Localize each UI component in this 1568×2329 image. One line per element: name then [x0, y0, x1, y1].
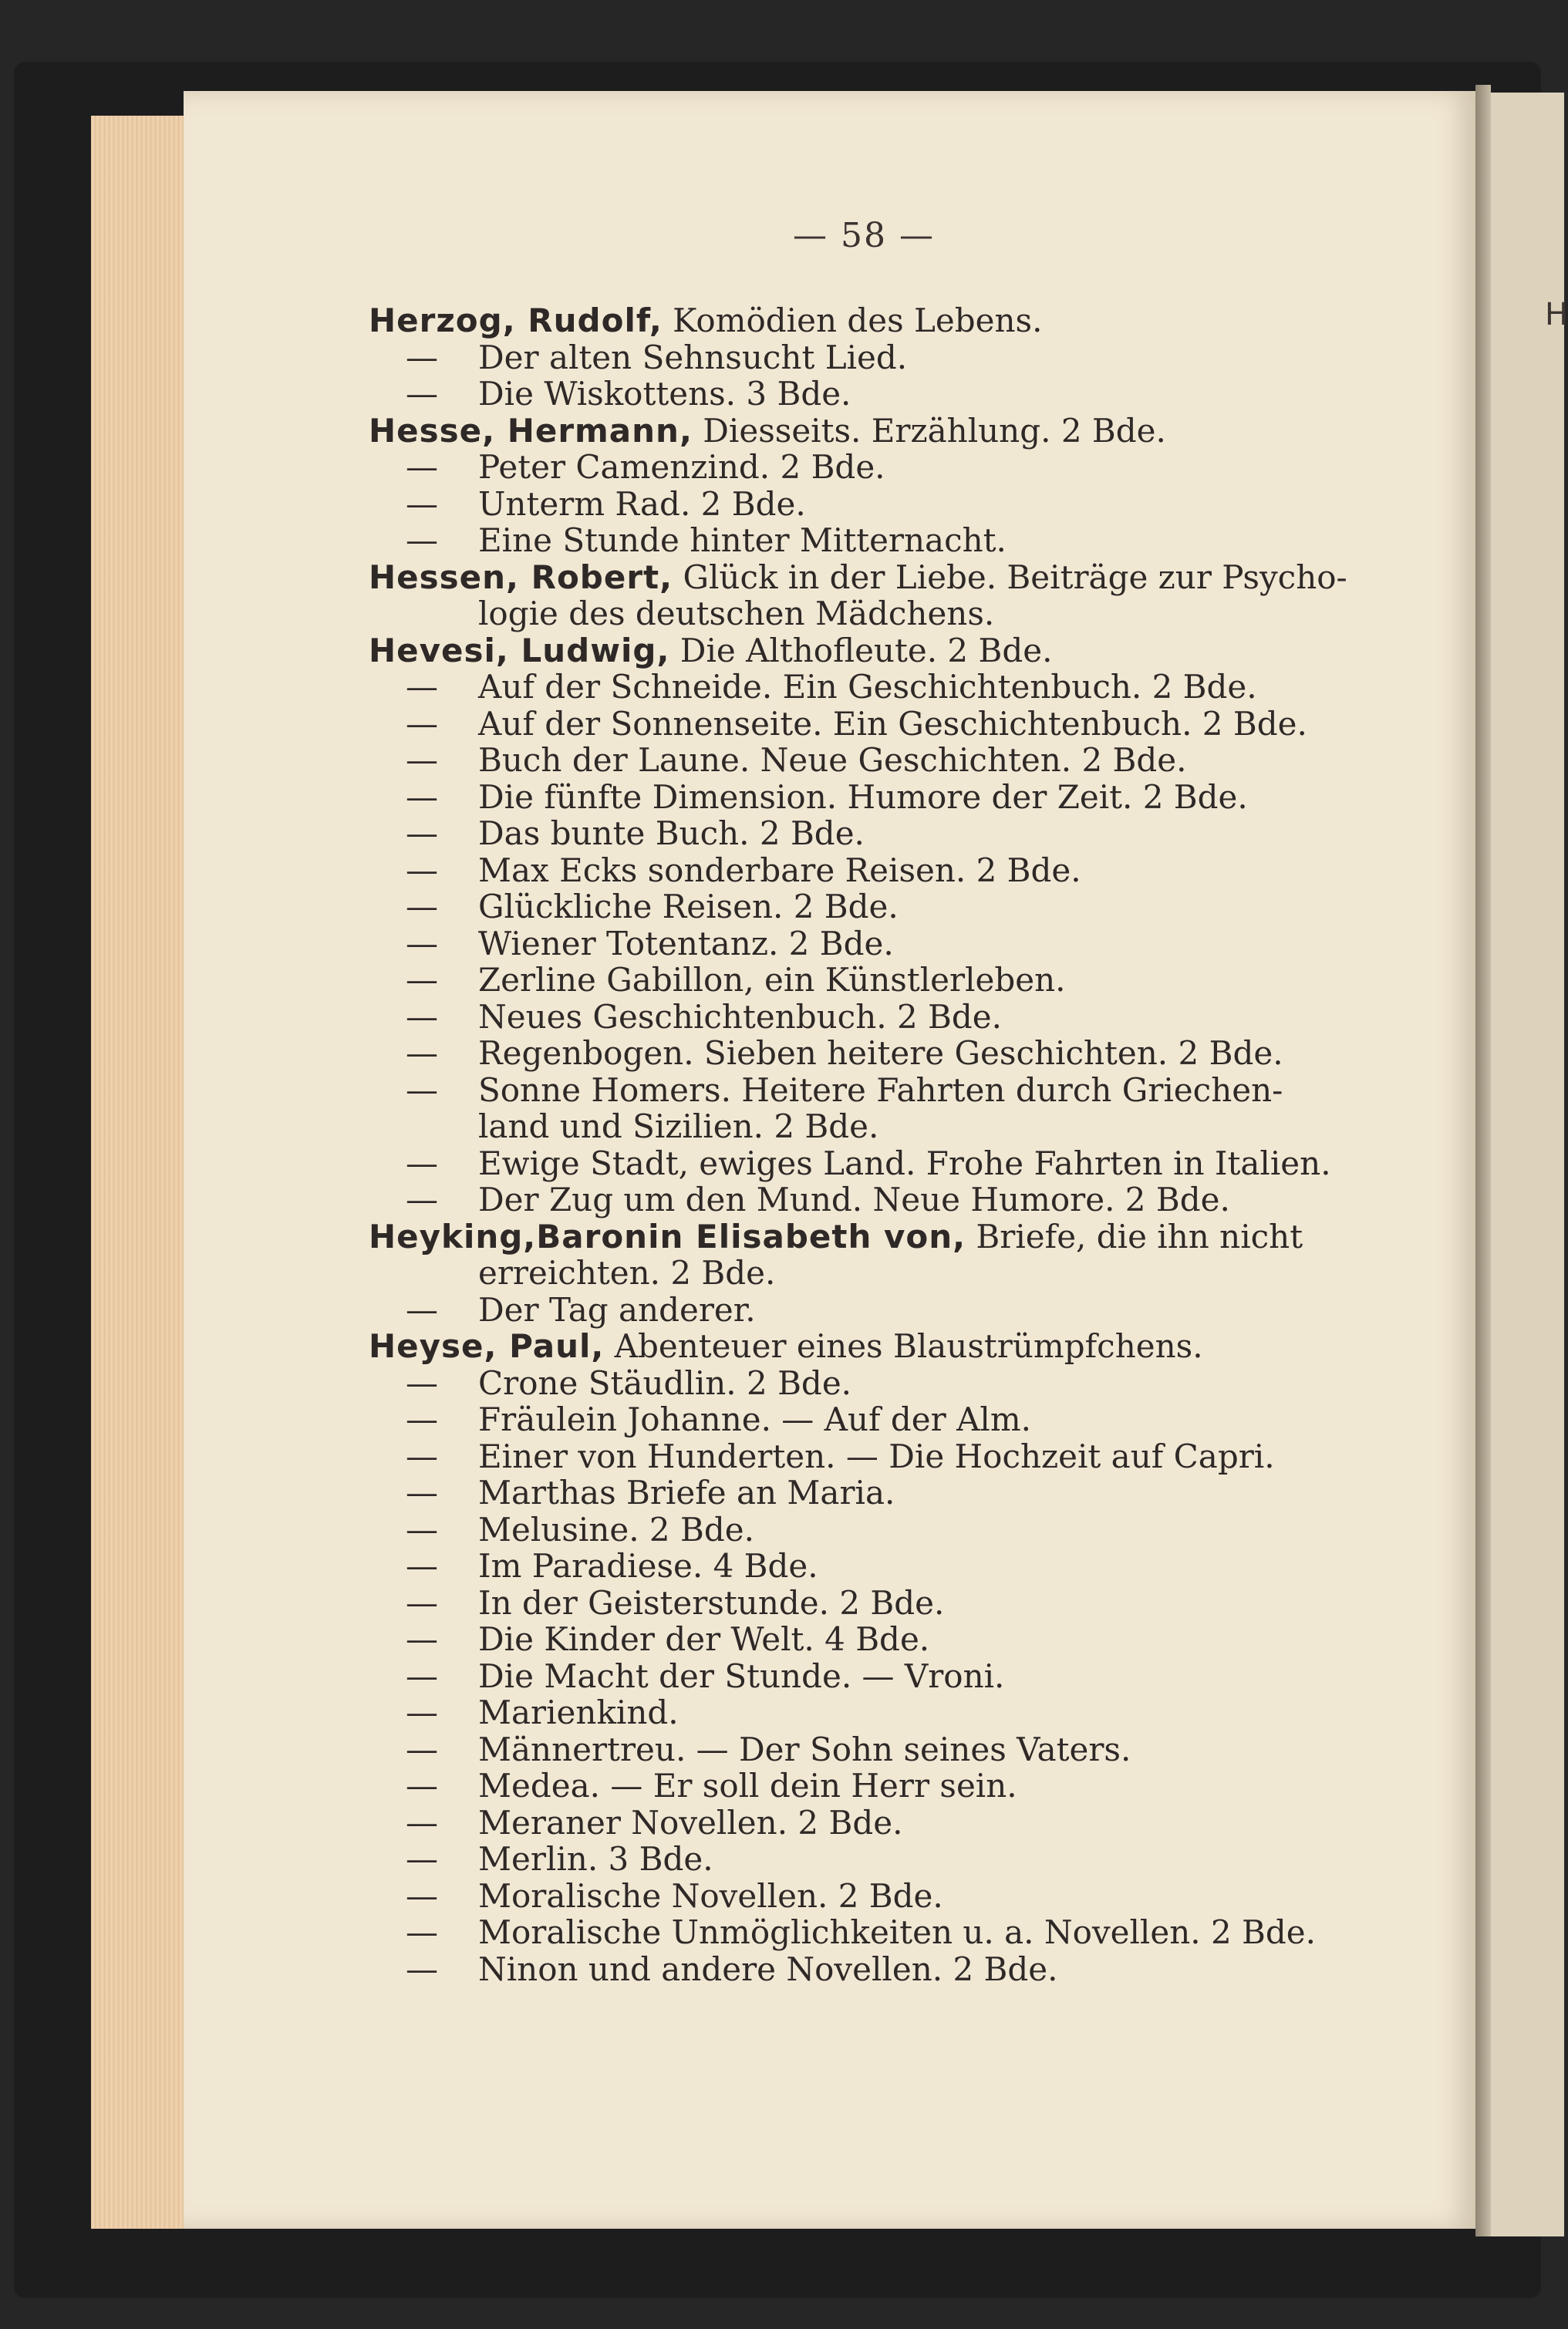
book-title: Im Paradiese. 4 Bde. [478, 1547, 818, 1585]
book-title: Männertreu. — Der Sohn seines Vaters. [478, 1730, 1131, 1768]
book-title: Unterm Rad. 2 Bde. [478, 484, 806, 523]
book-title: Die Althofleute. 2 Bde. [669, 631, 1053, 669]
ditto-dash: — [406, 888, 438, 925]
title-entry [369, 1768, 1394, 1805]
book-gutter [1475, 85, 1491, 2236]
book-title: Der Zug um den Mund. Neue Humore. 2 Bde. [478, 1181, 1230, 1218]
continuation-line [369, 1108, 1394, 1145]
book-title: Der alten Sehnsucht Lied. [478, 338, 908, 376]
book-title: Moralische Unmöglichkeiten u. a. Novellen. 2 Bde. [478, 1913, 1316, 1951]
title-entry [369, 1548, 1394, 1585]
ditto-dash: — [406, 741, 438, 779]
ditto-dash: — [406, 1034, 438, 1072]
author-entry [369, 632, 1394, 669]
book-title: Die Kinder der Welt. 4 Bde. [478, 1620, 930, 1658]
title-entry [369, 1292, 1394, 1329]
book-title: Auf der Sonnenseite. Ein Geschichtenbuch. 2 Bde. [478, 704, 1307, 743]
book-title: Zerline Gabillon, ein Künstlerleben. [478, 961, 1066, 999]
book-title: Buch der Laune. Neue Geschichten. 2 Bde. [478, 741, 1187, 779]
author-entry [369, 413, 1394, 450]
title-entry [369, 1585, 1394, 1622]
title-entry [369, 888, 1394, 925]
page-number: — 58 — [793, 216, 935, 255]
title-entry [369, 1438, 1394, 1475]
ditto-dash: — [406, 338, 438, 376]
title-entry [369, 1512, 1394, 1549]
ditto-dash: — [406, 1950, 438, 1988]
ditto-dash: — [406, 1694, 438, 1731]
title-entry [369, 999, 1394, 1036]
ditto-dash: — [406, 1583, 438, 1622]
ditto-dash: — [406, 375, 438, 413]
title-entry [369, 1401, 1394, 1438]
ditto-dash: — [406, 1876, 438, 1915]
book-title: Glückliche Reisen. 2 Bde. [478, 888, 899, 925]
author-name: Heyking,Baronin Elisabeth von, [369, 1217, 966, 1256]
book-title-continuation: land und Sizilien. 2 Bde. [478, 1107, 879, 1145]
ditto-dash: — [406, 1547, 438, 1585]
title-entry [369, 1841, 1394, 1878]
ditto-dash: — [406, 961, 438, 999]
title-entry [369, 779, 1394, 816]
book-title: Moralische Novellen. 2 Bde. [478, 1876, 943, 1915]
book-title: Wiener Totentanz. 2 Bde. [478, 924, 894, 962]
ditto-dash: — [406, 1474, 438, 1512]
ditto-dash: — [406, 1400, 438, 1438]
title-entry [369, 1145, 1394, 1182]
title-entry [369, 1621, 1394, 1658]
book-title: Komödien des Lebens. [662, 302, 1043, 339]
book-title: Marthas Briefe an Maria. [478, 1474, 895, 1512]
book-title: In der Geisterstunde. 2 Bde. [478, 1583, 945, 1622]
author-name: Hesse, Hermann, [369, 411, 693, 450]
book-title: Neues Geschichtenbuch. 2 Bde. [478, 997, 1002, 1036]
next-page-strip [1491, 93, 1564, 2236]
author-entry [369, 1328, 1394, 1365]
title-entry [369, 1694, 1394, 1731]
book-title: Merlin. 3 Bde. [478, 1840, 713, 1878]
continuation-line [369, 595, 1394, 632]
author-entry [369, 1218, 1394, 1256]
next-page-letter: H [1545, 297, 1568, 332]
book-title-continuation: logie des deutschen Mädchens. [478, 595, 995, 632]
author-entry [369, 302, 1394, 339]
ditto-dash: — [406, 521, 438, 559]
book-title: Eine Stunde hinter Mitternacht. [478, 521, 1007, 559]
ditto-dash: — [406, 484, 438, 523]
title-entry [369, 376, 1394, 413]
ditto-dash: — [406, 704, 438, 743]
book-title: Meraner Novellen. 2 Bde. [478, 1803, 903, 1842]
ditto-dash: — [406, 1913, 438, 1951]
book-title: Die Macht der Stunde. — Vroni. [478, 1657, 1005, 1695]
book-title: Auf der Schneide. Ein Geschichtenbuch. 2 Bde. [478, 668, 1257, 706]
author-name: Herzog, Rudolf, [369, 302, 663, 339]
book-title: Abenteuer eines Blaustrümpfchens. [604, 1327, 1203, 1365]
title-entry [369, 339, 1394, 376]
ditto-dash: — [406, 1437, 438, 1475]
book-title: Crone Stäudlin. 2 Bde. [478, 1363, 852, 1402]
author-name: Hevesi, Ludwig, [369, 631, 670, 669]
book-title: Diesseits. Erzählung. 2 Bde. [692, 411, 1166, 450]
title-entry [369, 449, 1394, 486]
ditto-dash: — [406, 668, 438, 706]
book-title: Medea. — Er soll dein Herr sein. [478, 1767, 1017, 1805]
book-title: Peter Camenzind. 2 Bde. [478, 448, 885, 486]
book-title: Regenbogen. Sieben heitere Geschichten. 2 Bde. [478, 1034, 1283, 1072]
title-entry [369, 1805, 1394, 1842]
ditto-dash: — [406, 851, 438, 889]
title-entry [369, 962, 1394, 999]
book-title: Glück in der Liebe. Beiträge zur Psycho- [673, 558, 1347, 596]
title-entry [369, 706, 1394, 743]
book-title: Die fünfte Dimension. Humore der Zeit. 2 Bde. [478, 777, 1248, 816]
title-entry [369, 522, 1394, 559]
ditto-dash: — [406, 448, 438, 486]
book-title: Der Tag anderer. [478, 1290, 756, 1329]
book-title: Das bunte Buch. 2 Bde. [478, 814, 865, 852]
author-name: Heyse, Paul, [369, 1327, 605, 1365]
book-title: Briefe, die ihn nicht [966, 1217, 1303, 1256]
book-title: Ninon und andere Novellen. 2 Bde. [478, 1950, 1058, 1988]
book-title-continuation: erreichten. 2 Bde. [478, 1254, 776, 1292]
ditto-dash: — [406, 1290, 438, 1329]
ditto-dash: — [406, 777, 438, 816]
title-entry [369, 1072, 1394, 1109]
ditto-dash: — [406, 1363, 438, 1402]
ditto-dash: — [406, 1070, 438, 1109]
page-edges [91, 116, 184, 2229]
title-entry [369, 1035, 1394, 1072]
book-title: Die Wiskottens. 3 Bde. [478, 375, 851, 413]
ditto-dash: — [406, 1803, 438, 1842]
continuation-line [369, 1255, 1394, 1292]
ditto-dash: — [406, 1657, 438, 1695]
title-entry [369, 925, 1394, 962]
book-title: Sonne Homers. Heitere Fahrten durch Griechen- [478, 1070, 1283, 1109]
title-entry [369, 1181, 1394, 1218]
book-title: Max Ecks sonderbare Reisen. 2 Bde. [478, 851, 1081, 889]
book-title: Fräulein Johanne. — Auf der Alm. [478, 1400, 1032, 1438]
title-entry [369, 486, 1394, 523]
title-entry [369, 1914, 1394, 1951]
ditto-dash: — [406, 1767, 438, 1805]
ditto-dash: — [406, 1181, 438, 1218]
ditto-dash: — [406, 1840, 438, 1878]
title-entry [369, 669, 1394, 706]
title-entry [369, 1878, 1394, 1915]
book-title: Marienkind. [478, 1694, 679, 1731]
title-entry [369, 852, 1394, 889]
ditto-dash: — [406, 1144, 438, 1182]
title-entry [369, 1731, 1394, 1768]
author-entry [369, 559, 1394, 596]
author-name: Hessen, Robert, [369, 558, 673, 596]
title-entry [369, 815, 1394, 852]
title-entry [369, 1658, 1394, 1695]
book-title: Einer von Hunderten. — Die Hochzeit auf Capri. [478, 1437, 1275, 1475]
ditto-dash: — [406, 924, 438, 962]
title-entry [369, 1951, 1394, 1988]
ditto-dash: — [406, 1730, 438, 1768]
ditto-dash: — [406, 1510, 438, 1549]
title-entry [369, 1365, 1394, 1402]
catalog-entries [369, 302, 1394, 1987]
book-title: Ewige Stadt, ewiges Land. Frohe Fahrten in Italien. [478, 1144, 1331, 1182]
ditto-dash: — [406, 1620, 438, 1658]
book-title: Melusine. 2 Bde. [478, 1510, 754, 1549]
title-entry [369, 1475, 1394, 1512]
ditto-dash: — [406, 814, 438, 852]
ditto-dash: — [406, 997, 438, 1036]
title-entry [369, 742, 1394, 779]
